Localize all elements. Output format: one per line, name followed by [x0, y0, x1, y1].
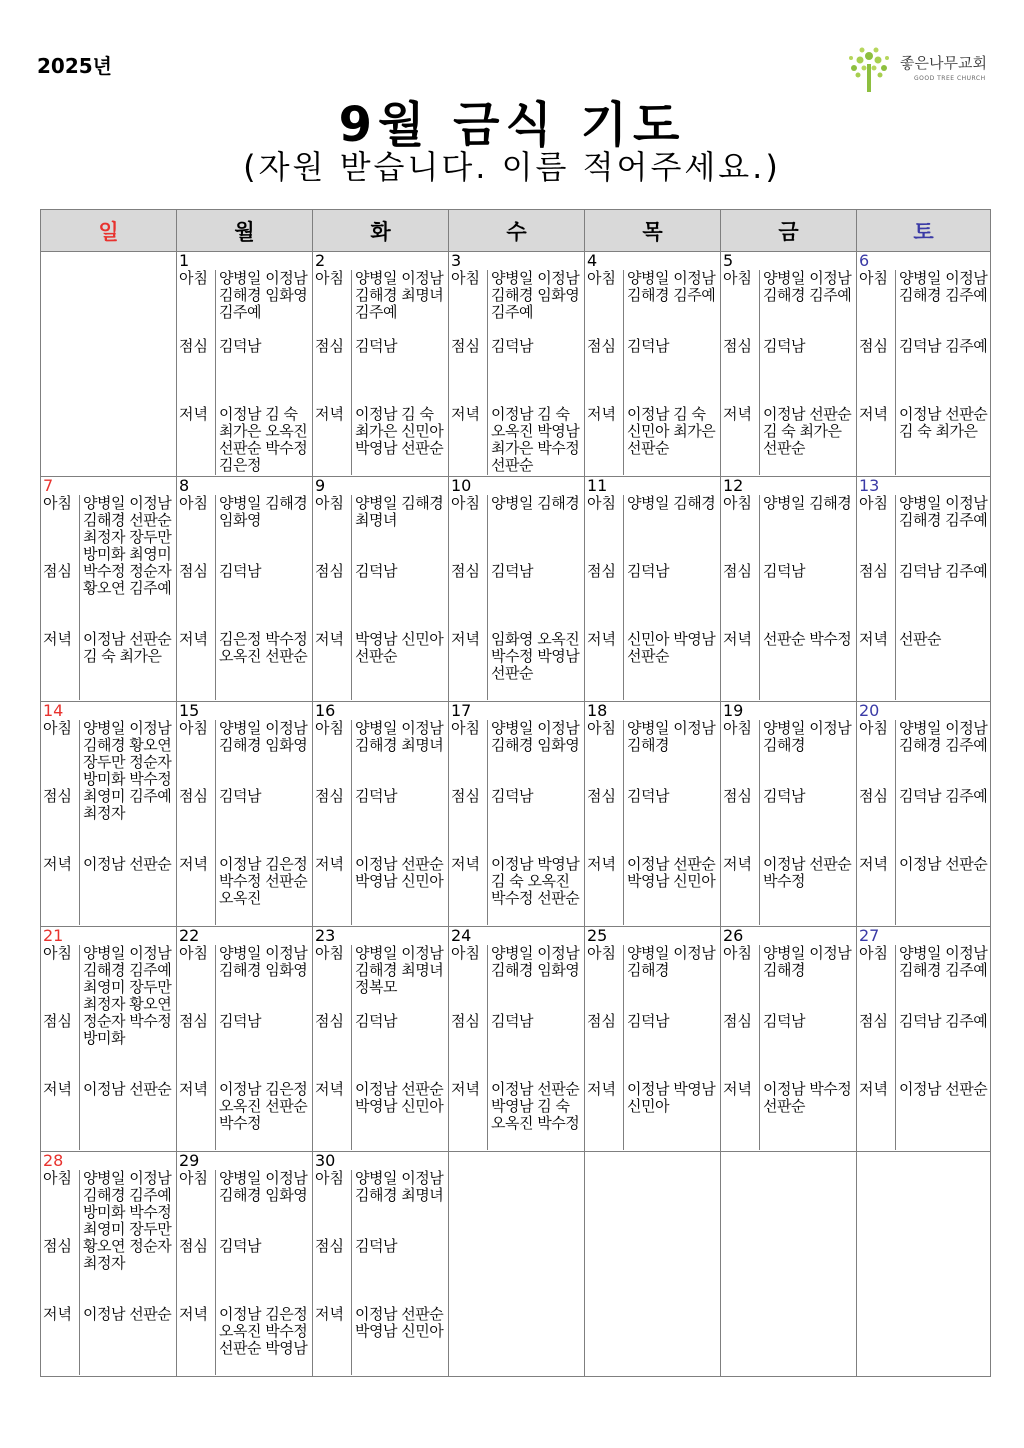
dinner-names[interactable]: 신민아 박영남 선판순 [627, 630, 716, 665]
day-cell [313, 252, 449, 477]
morning-label: 아침 [859, 944, 888, 962]
day-cell [449, 702, 585, 927]
lunch-names[interactable]: 김덕남 [355, 337, 397, 355]
week-row [41, 252, 991, 477]
weekday-header: 수 [449, 210, 585, 252]
day-number: 5 [723, 251, 734, 270]
weekday-header: 월 [177, 210, 313, 252]
morning-label: 아침 [723, 944, 752, 962]
day-cell [313, 702, 449, 927]
dinner-label: 저녁 [43, 1080, 72, 1098]
dinner-names[interactable]: 이정남 김은정 오옥진 박수정 선판순 박영남 [219, 1305, 308, 1357]
names-column [759, 270, 856, 475]
day-number: 7 [43, 476, 54, 495]
morning-names[interactable]: 양병일 이정남 김해경 [763, 719, 852, 754]
lunch-label: 점심 [315, 787, 344, 805]
dinner-names[interactable]: 이정남 선판순 [83, 1080, 172, 1098]
day-number: 28 [43, 1151, 64, 1170]
names-column [895, 495, 991, 700]
morning-label: 아침 [859, 719, 888, 737]
empty-day-cell [857, 1152, 991, 1377]
morning-label: 아침 [451, 944, 480, 962]
morning-label: 아침 [723, 494, 752, 512]
dinner-names[interactable]: 이정남 선판순 박영남 신민아 [627, 855, 716, 890]
dinner-label: 저녁 [587, 630, 616, 648]
morning-names[interactable]: 양병일 김해경 임화영 [219, 494, 308, 529]
morning-names[interactable]: 양병일 이정남 김해경 [627, 944, 716, 979]
day-cell [857, 477, 991, 702]
day-number: 25 [587, 926, 608, 945]
day-number: 17 [451, 701, 472, 720]
day-cell [857, 702, 991, 927]
day-number: 24 [451, 926, 472, 945]
dinner-names[interactable]: 이정남 선판순 박영남 신민아 [355, 855, 444, 890]
morning-names[interactable]: 양병일 김해경 [627, 494, 716, 512]
day-number: 16 [315, 701, 336, 720]
names-column [895, 945, 991, 1150]
lunch-label: 점심 [859, 1012, 888, 1030]
lunch-label: 점심 [587, 787, 616, 805]
lunch-label: 점심 [315, 1237, 344, 1255]
week-row [41, 927, 991, 1152]
dinner-names[interactable]: 이정남 선판순 박영남 김 숙 오옥진 박수정 [491, 1080, 580, 1132]
dinner-names[interactable]: 선판순 [899, 630, 941, 648]
day-cell [449, 927, 585, 1152]
day-number: 12 [723, 476, 744, 495]
lunch-names[interactable]: 김덕남 [355, 562, 397, 580]
lunch-names[interactable]: 김덕남 [355, 1012, 397, 1030]
day-number: 26 [723, 926, 744, 945]
dinner-label: 저녁 [179, 405, 208, 423]
weekday-header: 목 [585, 210, 721, 252]
dinner-names[interactable]: 이정남 선판순 [83, 1305, 172, 1323]
dinner-label: 저녁 [315, 1305, 344, 1323]
day-number: 30 [315, 1151, 336, 1170]
lunch-names[interactable]: 김덕남 [763, 787, 805, 805]
dinner-label: 저녁 [43, 630, 72, 648]
lunch-label: 점심 [451, 1012, 480, 1030]
dinner-label: 저녁 [451, 855, 480, 873]
morning-label: 아침 [315, 269, 344, 287]
names-column [351, 1170, 448, 1375]
lunch-label: 점심 [451, 787, 480, 805]
dinner-names[interactable]: 이정남 선판순 [899, 1080, 988, 1098]
dinner-label: 저녁 [179, 1305, 208, 1323]
lunch-label: 점심 [315, 562, 344, 580]
dinner-names[interactable]: 이정남 김은정 박수정 선판순 오옥진 [219, 855, 308, 907]
morning-label: 아침 [179, 1169, 208, 1187]
lunch-names[interactable]: 김덕남 [763, 337, 805, 355]
morning-names[interactable]: 양병일 이정남 김해경 [763, 944, 852, 979]
day-cell [177, 477, 313, 702]
lunch-names[interactable]: 김덕남 [763, 562, 805, 580]
morning-names[interactable]: 양병일 이정남 김해경 김주예 [627, 269, 716, 304]
morning-names[interactable]: 양병일 이정남 김해경 임화영 김주예 [491, 269, 580, 321]
day-number: 23 [315, 926, 336, 945]
dinner-names[interactable]: 이정남 김 숙 최가은 오옥진 선판순 박수정 김은정 [219, 405, 308, 474]
names-column [215, 495, 312, 700]
morning-label: 아침 [43, 1169, 72, 1187]
day-cell [449, 477, 585, 702]
day-cell [585, 927, 721, 1152]
week-row [41, 1152, 991, 1377]
morning-label: 아침 [179, 719, 208, 737]
morning-names[interactable]: 양병일 이정남 김해경 김주예 방미화 박수정 최영미 장두만 황오연 정순자 최정자 [83, 1169, 172, 1272]
morning-names[interactable]: 양병일 이정남 김해경 김주예 [763, 269, 852, 304]
dinner-names[interactable]: 이정남 선판순 [899, 855, 988, 873]
morning-names[interactable]: 양병일 이정남 김해경 임화영 [219, 944, 308, 979]
lunch-label: 점심 [723, 1012, 752, 1030]
page-subtitle: (자원 받습니다. 이름 적어주세요.) [243, 148, 781, 186]
morning-names[interactable]: 양병일 이정남 김해경 [627, 719, 716, 754]
year-label: 2025년 [37, 54, 112, 78]
day-number: 20 [859, 701, 880, 720]
dinner-label: 저녁 [859, 405, 888, 423]
day-cell [313, 927, 449, 1152]
morning-label: 아침 [587, 494, 616, 512]
dinner-label: 저녁 [43, 855, 72, 873]
lunch-names[interactable]: 김덕남 [627, 337, 669, 355]
lunch-label: 점심 [859, 562, 888, 580]
lunch-names[interactable]: 김덕남 [219, 787, 261, 805]
dinner-label: 저녁 [179, 1080, 208, 1098]
morning-names[interactable]: 양병일 이정남 김해경 김주예 [899, 269, 988, 304]
morning-label: 아침 [723, 719, 752, 737]
week-row [41, 477, 991, 702]
day-cell [721, 702, 857, 927]
day-cell [449, 252, 585, 477]
morning-label: 아침 [43, 944, 72, 962]
dinner-names[interactable]: 이정남 선판순 김 숙 최가은 [83, 630, 172, 665]
day-cell [41, 927, 177, 1152]
morning-label: 아침 [315, 719, 344, 737]
day-cell [857, 252, 991, 477]
morning-label: 아침 [315, 494, 344, 512]
day-cell [41, 702, 177, 927]
dinner-names[interactable]: 이정남 선판순 박영남 신민아 [355, 1305, 444, 1340]
lunch-label: 점심 [451, 337, 480, 355]
day-number: 21 [43, 926, 64, 945]
lunch-label: 점심 [43, 562, 72, 580]
lunch-names[interactable]: 김덕남 [355, 787, 397, 805]
church-name-english: GOOD TREE CHURCH [914, 75, 986, 82]
dinner-label: 저녁 [587, 1080, 616, 1098]
lunch-label: 점심 [451, 562, 480, 580]
dinner-names[interactable]: 이정남 선판순 김 숙 최가은 [899, 405, 988, 440]
morning-label: 아침 [451, 494, 480, 512]
morning-label: 아침 [179, 494, 208, 512]
day-cell [721, 927, 857, 1152]
names-column [487, 270, 584, 475]
lunch-names[interactable]: 김덕남 김주예 [899, 1012, 988, 1030]
morning-label: 아침 [587, 719, 616, 737]
weekday-header: 화 [313, 210, 449, 252]
lunch-label: 점심 [859, 787, 888, 805]
lunch-names[interactable]: 김덕남 [355, 1237, 397, 1255]
morning-names[interactable]: 양병일 이정남 김해경 최명녀 정복모 [355, 944, 444, 996]
morning-label: 아침 [179, 944, 208, 962]
day-cell [177, 702, 313, 927]
names-column [215, 945, 312, 1150]
lunch-names[interactable]: 김덕남 [219, 337, 261, 355]
day-cell [177, 927, 313, 1152]
morning-names[interactable]: 양병일 김해경 최명녀 [355, 494, 444, 529]
names-column [895, 720, 991, 925]
day-cell [585, 252, 721, 477]
dinner-names[interactable]: 이정남 김 숙 오옥진 박영남 최가은 박수정 선판순 [491, 405, 580, 474]
names-column [351, 945, 448, 1150]
day-number: 2 [315, 251, 326, 270]
names-column [215, 1170, 312, 1375]
dinner-label: 저녁 [723, 405, 752, 423]
morning-names[interactable]: 양병일 이정남 김해경 선판순 최정자 장두만 방미화 최영미 박수정 정순자 황오연 김주예 [83, 494, 172, 597]
day-number: 11 [587, 476, 608, 495]
lunch-label: 점심 [315, 1012, 344, 1030]
lunch-names[interactable]: 김덕남 [219, 1237, 261, 1255]
lunch-label: 점심 [723, 337, 752, 355]
dinner-names[interactable]: 이정남 박영남 신민아 [627, 1080, 716, 1115]
names-column [351, 720, 448, 925]
names-column [351, 270, 448, 475]
lunch-names[interactable]: 김덕남 [491, 1012, 533, 1030]
day-number: 19 [723, 701, 744, 720]
day-cell [177, 1152, 313, 1377]
lunch-label: 점심 [43, 1237, 72, 1255]
empty-day-cell [449, 1152, 585, 1377]
dinner-names[interactable]: 이정남 선판순 [83, 855, 172, 873]
morning-names[interactable]: 양병일 이정남 김해경 임화영 [491, 719, 580, 754]
names-column [759, 945, 856, 1150]
morning-label: 아침 [587, 944, 616, 962]
lunch-names[interactable]: 김덕남 [491, 787, 533, 805]
names-column [623, 270, 720, 475]
day-cell [585, 477, 721, 702]
week-row [41, 702, 991, 927]
morning-label: 아침 [315, 944, 344, 962]
morning-label: 아침 [43, 494, 72, 512]
lunch-label: 점심 [723, 562, 752, 580]
morning-label: 아침 [859, 269, 888, 287]
lunch-names[interactable]: 김덕남 [491, 562, 533, 580]
day-cell [313, 477, 449, 702]
dinner-label: 저녁 [723, 855, 752, 873]
dinner-label: 저녁 [179, 630, 208, 648]
dinner-label: 저녁 [179, 855, 208, 873]
day-cell [721, 477, 857, 702]
names-column [759, 495, 856, 700]
dinner-names[interactable]: 이정남 박영남 김 숙 오옥진 박수정 선판순 [491, 855, 580, 907]
day-number: 13 [859, 476, 880, 495]
day-cell [857, 927, 991, 1152]
lunch-label: 점심 [179, 1237, 208, 1255]
empty-day-cell [721, 1152, 857, 1377]
day-number: 27 [859, 926, 880, 945]
dinner-names[interactable]: 이정남 김 숙 신민아 최가은 선판순 [627, 405, 716, 457]
dinner-names[interactable]: 임화영 오옥진 박수정 박영남 선판순 [491, 630, 580, 682]
names-column [487, 495, 584, 700]
day-number: 4 [587, 251, 598, 270]
morning-label: 아침 [43, 719, 72, 737]
day-number: 29 [179, 1151, 200, 1170]
dinner-label: 저녁 [451, 1080, 480, 1098]
church-name: 좋은나무교회 [900, 54, 987, 72]
dinner-names[interactable]: 이정남 선판순 김 숙 최가은 선판순 [763, 405, 852, 457]
lunch-label: 점심 [43, 787, 72, 805]
dinner-names[interactable]: 선판순 박수정 [763, 630, 852, 648]
weekday-header: 일 [41, 210, 177, 252]
morning-names[interactable]: 양병일 이정남 김해경 김주예 [899, 494, 988, 529]
weekday-header-row [41, 210, 991, 252]
day-cell [41, 1152, 177, 1377]
names-column [79, 720, 176, 925]
morning-label: 아침 [859, 494, 888, 512]
morning-label: 아침 [587, 269, 616, 287]
names-column [215, 720, 312, 925]
day-number: 15 [179, 701, 200, 720]
dinner-names[interactable]: 이정남 김은정 오옥진 선판순 박수정 [219, 1080, 308, 1132]
day-number: 8 [179, 476, 190, 495]
dinner-label: 저녁 [859, 630, 888, 648]
morning-names[interactable]: 양병일 이정남 김해경 최명녀 [355, 719, 444, 754]
morning-label: 아침 [179, 269, 208, 287]
names-column [79, 495, 176, 700]
names-column [79, 1170, 176, 1375]
morning-names[interactable]: 양병일 이정남 김해경 임화영 김주예 [219, 269, 308, 321]
day-number: 9 [315, 476, 326, 495]
morning-names[interactable]: 양병일 이정남 김해경 김주예 [899, 719, 988, 754]
day-cell [313, 1152, 449, 1377]
day-cell [41, 477, 177, 702]
lunch-names[interactable]: 김덕남 [219, 1012, 261, 1030]
day-number: 22 [179, 926, 200, 945]
morning-names[interactable]: 양병일 이정남 김해경 황오연 장두만 정순자 방미화 박수정 최영미 김주예 최정자 [83, 719, 172, 822]
lunch-label: 점심 [587, 562, 616, 580]
dinner-label: 저녁 [451, 405, 480, 423]
dinner-names[interactable]: 이정남 김 숙 최가은 신민아 박영남 선판순 [355, 405, 444, 457]
lunch-label: 점심 [179, 562, 208, 580]
dinner-names[interactable]: 이정남 선판순 박영남 신민아 [355, 1080, 444, 1115]
dinner-label: 저녁 [587, 855, 616, 873]
morning-label: 아침 [451, 269, 480, 287]
morning-names[interactable]: 양병일 이정남 김해경 최명녀 김주예 [355, 269, 444, 321]
names-column [623, 495, 720, 700]
names-column [351, 495, 448, 700]
weekday-header: 금 [721, 210, 857, 252]
day-number: 6 [859, 251, 870, 270]
lunch-label: 점심 [179, 337, 208, 355]
day-number: 18 [587, 701, 608, 720]
day-number: 1 [179, 251, 190, 270]
day-cell [177, 252, 313, 477]
prayer-calendar [40, 209, 991, 1377]
page-title: 9월 금식 기도 [338, 97, 686, 153]
dinner-label: 저녁 [315, 1080, 344, 1098]
morning-names[interactable]: 양병일 이정남 김해경 김주예 [899, 944, 988, 979]
lunch-names[interactable]: 김덕남 [627, 562, 669, 580]
day-number: 3 [451, 251, 462, 270]
lunch-names[interactable]: 김덕남 [763, 1012, 805, 1030]
names-column [487, 945, 584, 1150]
morning-names[interactable]: 양병일 이정남 김해경 김주예 최영미 장두만 최정자 황오연 정순자 박수정 방미화 [83, 944, 172, 1047]
morning-label: 아침 [451, 719, 480, 737]
dinner-label: 저녁 [451, 630, 480, 648]
empty-day-cell [585, 1152, 721, 1377]
names-column [623, 945, 720, 1150]
day-cell [585, 702, 721, 927]
lunch-names[interactable]: 김덕남 [219, 562, 261, 580]
dinner-label: 저녁 [723, 630, 752, 648]
dinner-label: 저녁 [315, 630, 344, 648]
empty-day-cell [41, 252, 177, 477]
dinner-label: 저녁 [587, 405, 616, 423]
dinner-label: 저녁 [315, 405, 344, 423]
lunch-label: 점심 [179, 1012, 208, 1030]
names-column [79, 945, 176, 1150]
dinner-label: 저녁 [315, 855, 344, 873]
weekday-header: 토 [857, 210, 991, 252]
lunch-label: 점심 [43, 1012, 72, 1030]
names-column [623, 720, 720, 925]
lunch-names[interactable]: 김덕남 [627, 1012, 669, 1030]
dinner-names[interactable]: 이정남 선판순 박수정 [763, 855, 852, 890]
names-column [759, 720, 856, 925]
dinner-names[interactable]: 박영남 신민아 선판순 [355, 630, 444, 665]
dinner-label: 저녁 [859, 855, 888, 873]
names-column [487, 720, 584, 925]
lunch-label: 점심 [315, 337, 344, 355]
lunch-names[interactable]: 김덕남 [627, 787, 669, 805]
lunch-label: 점심 [859, 337, 888, 355]
names-column [215, 270, 312, 475]
lunch-label: 점심 [179, 787, 208, 805]
lunch-names[interactable]: 김덕남 [491, 337, 533, 355]
day-number: 10 [451, 476, 472, 495]
dinner-names[interactable]: 김은정 박수정 오옥진 선판순 [219, 630, 308, 665]
day-cell [721, 252, 857, 477]
morning-names[interactable]: 양병일 이정남 김해경 임화영 [219, 1169, 308, 1204]
morning-label: 아침 [315, 1169, 344, 1187]
names-column [895, 270, 991, 475]
dinner-names[interactable]: 이정남 박수정 선판순 [763, 1080, 852, 1115]
morning-names[interactable]: 양병일 이정남 김해경 임화영 [219, 719, 308, 754]
lunch-names[interactable]: 김덕남 김주예 [899, 787, 988, 805]
morning-names[interactable]: 양병일 김해경 [763, 494, 852, 512]
lunch-label: 점심 [587, 1012, 616, 1030]
day-number: 14 [43, 701, 64, 720]
lunch-names[interactable]: 김덕남 김주예 [899, 337, 988, 355]
morning-names[interactable]: 양병일 김해경 [491, 494, 580, 512]
morning-label: 아침 [723, 269, 752, 287]
lunch-label: 점심 [587, 337, 616, 355]
dinner-label: 저녁 [723, 1080, 752, 1098]
morning-names[interactable]: 양병일 이정남 김해경 최명녀 [355, 1169, 444, 1204]
dinner-label: 저녁 [859, 1080, 888, 1098]
dinner-label: 저녁 [43, 1305, 72, 1323]
lunch-names[interactable]: 김덕남 김주예 [899, 562, 988, 580]
morning-names[interactable]: 양병일 이정남 김해경 임화영 [491, 944, 580, 979]
lunch-label: 점심 [723, 787, 752, 805]
